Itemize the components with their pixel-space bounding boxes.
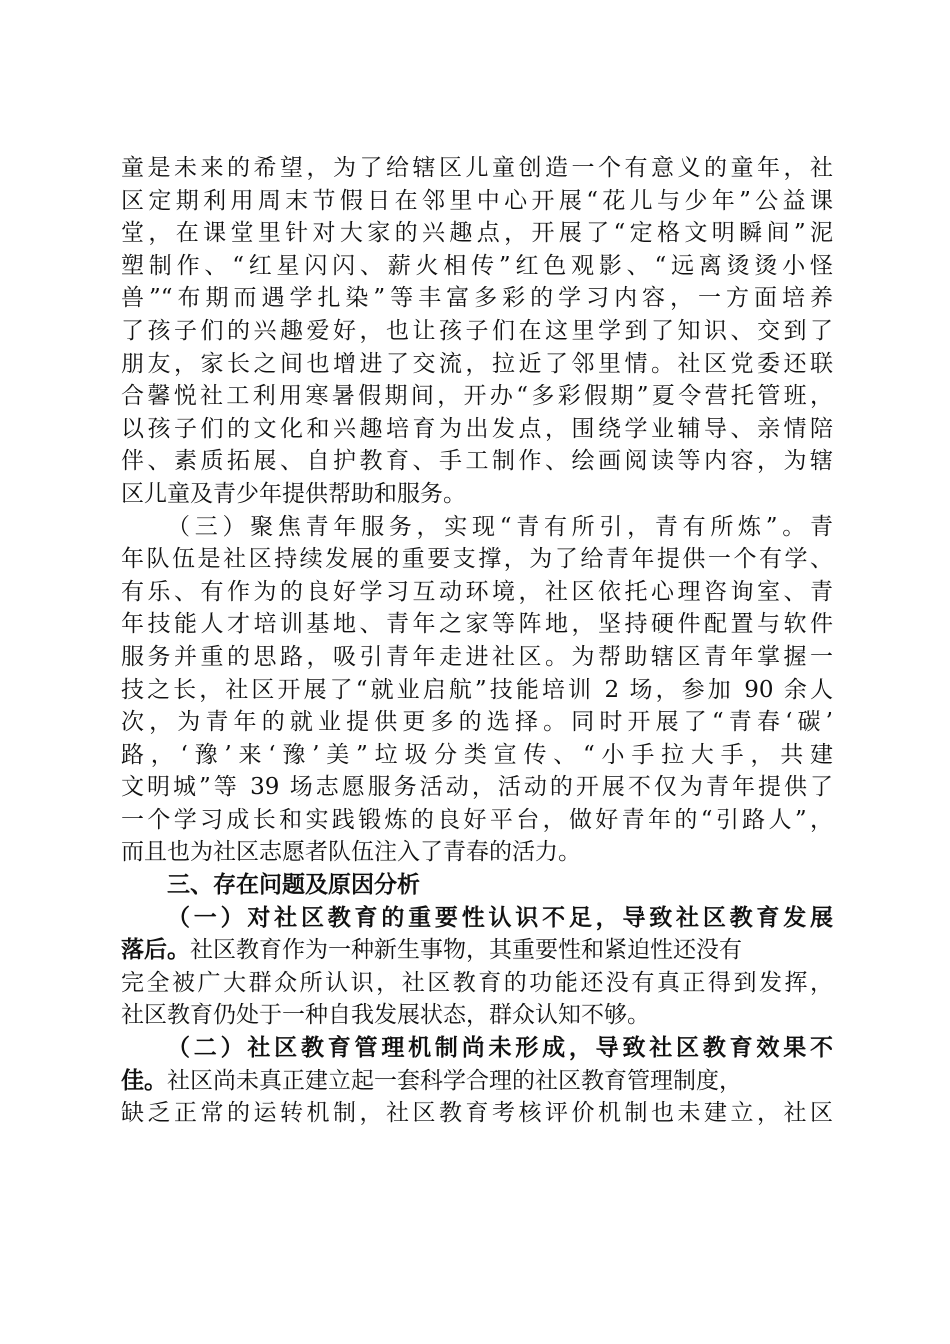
paragraph-line: 次，为青年的就业提供更多的选择。同时开展了“青春‘碳’ [121,709,833,736]
paragraph-line: 年技能人才培训基地、青年之家等阵地，坚持硬件配置与软件 [121,611,833,638]
paragraph-line: 了孩子们的兴趣爱好，也让孩子们在这里学到了知识、交到了 [121,317,833,344]
paragraph-text: 社区教育作为一种新生事物，其重要性和紧迫性还没有 [190,937,742,964]
subheading-tail: 佳。 [121,1066,167,1094]
paragraph-line: 文明城”等 39 场志愿服务活动，活动的开展不仅为青年提供了 [121,774,833,801]
document-body [121,152,833,1130]
paragraph-line: 年队伍是社区持续发展的重要支撑，为了给青年提供一个有学、 [121,546,833,573]
paragraph-line: 塑制作、“红星闪闪、薪火相传”红色观影、“远离烫烫小怪 [121,252,833,279]
paragraph-line: 缺乏正常的运转机制，社区教育考核评价机制也未建立，社区 [121,1100,833,1127]
paragraph-line: 伴、素质拓展、自护教育、手工制作、绘画阅读等内容，为辖 [121,448,833,475]
paragraph-line: 区儿童及青少年提供帮助和服务。 [121,480,466,507]
paragraph-line: 完全被广大群众所认识，社区教育的功能还没有真正得到发挥， [121,969,833,996]
subheading-line: （二）社区教育管理机制尚未形成，导致社区教育效果不 [167,1034,833,1062]
paragraph-line: 技之长，社区开展了“就业启航”技能培训 2 场，参加 90 余人 [121,676,833,703]
subheading-line: （一）对社区教育的重要性认识不足，导致社区教育发展 [167,903,833,931]
paragraph-text: 社区尚未真正建立起一套科学合理的社区教育管理制度， [167,1067,742,1094]
section-heading: 三、存在问题及原因分析 [167,872,420,899]
paragraph-line: 服务并重的思路，吸引青年走进社区。为帮助辖区青年掌握一 [121,643,833,670]
paragraph-line [121,934,833,967]
paragraph-line: 有乐、有作为的良好学习互动环境，社区依托心理咨询室、青 [121,578,833,605]
paragraph-line: 以孩子们的文化和兴趣培育为出发点，围绕学业辅导、亲情陪 [121,415,833,442]
subheading-line: （三）聚焦青年服务，实现“青有所引，青有所炼”。青 [167,513,833,540]
paragraph-line: 童是未来的希望，为了给辖区儿童创造一个有意义的童年，社 [121,155,833,181]
paragraph-line: 社区教育仍处于一种自我发展状态，群众认知不够。 [121,1002,650,1029]
paragraph-line: 兽”“布期而遇学扎染”等丰富多彩的学习内容，一方面培养 [121,285,833,312]
paragraph-line: 一个学习成长和实践锻炼的良好平台，做好青年的“引路人”， [121,806,833,833]
paragraph-line [121,1065,833,1098]
paragraph-line: 堂，在课堂里针对大家的兴趣点，开展了“定格文明瞬间”泥 [121,220,833,247]
paragraph-line: 路，‘豫’来‘豫’美”垃圾分类宣传、“小手拉大手，共建 [121,741,833,768]
paragraph-line: 朋友，家长之间也增进了交流，拉近了邻里情。社区党委还联 [121,350,833,377]
paragraph-line: 区定期利用周末节假日在邻里中心开展“花儿与少年”公益课 [121,187,833,214]
subheading-tail: 落后。 [121,936,190,964]
paragraph-line: 而且也为社区志愿者队伍注入了青春的活力。 [121,839,581,866]
paragraph-line: 合馨悦社工利用寒暑假期间，开办“多彩假期”夏令营托管班， [121,383,833,410]
